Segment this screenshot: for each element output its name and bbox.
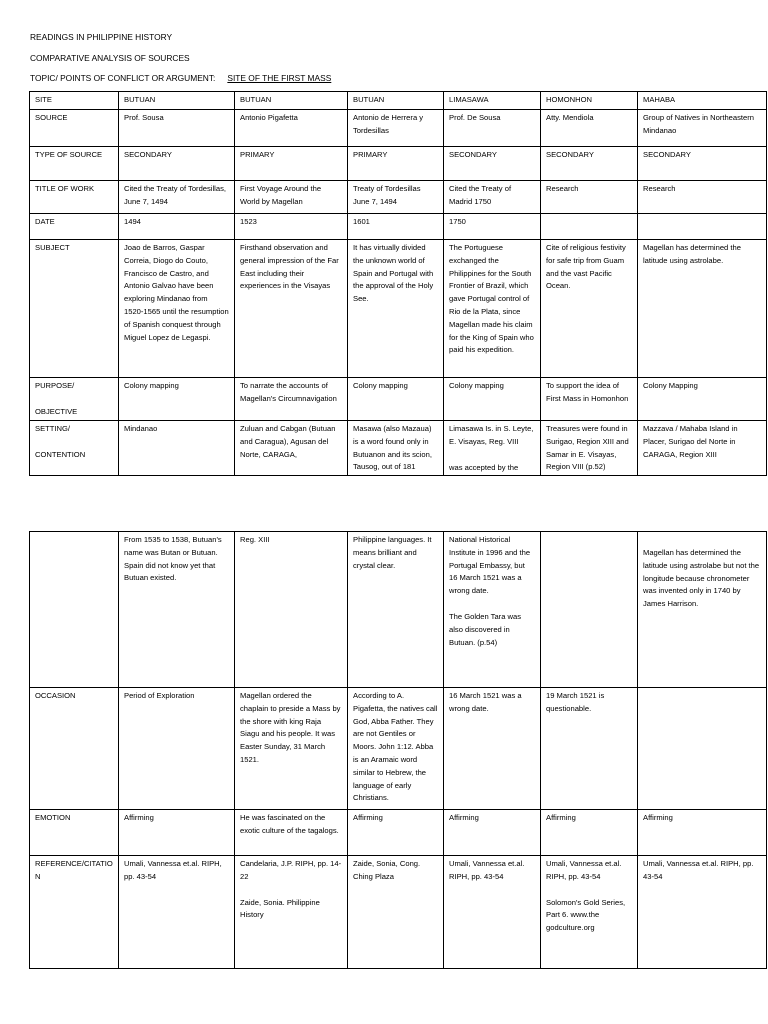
cell-text: 1523 [240,217,257,226]
cell-text: SETTING/ [35,424,71,433]
cell-text: According to A. Pigafetta, the natives call God, Abba Father. They are not Gentiles or Moors. John 1:12. Abba is an Aramaic word similar to Hebrew, the language of early Christians. [353,691,438,803]
table-cell [638,147,767,181]
cell-text: Limasawa Is. in S. Leyte, E. Visayas, Reg. VIII [449,424,534,446]
table-cell [444,688,541,810]
table-cell [541,181,638,214]
row-label-cell [30,532,119,688]
table-cell [119,240,235,378]
cell-text: SECONDARY [449,150,497,159]
table-cell [235,810,348,856]
cell-text: Atty. Mendiola [546,113,594,122]
cell-text: SECONDARY [124,150,172,159]
table-cell [541,92,638,110]
cell-text: CONTENTION [35,449,86,459]
cell-text: Solomon's Gold Series, Part 6. www.the godculture.org [546,897,626,933]
row-label-cell [30,810,119,856]
table-cell [638,214,767,240]
table-cell [235,92,348,110]
cell-text: Colony Mapping [643,381,698,390]
cell-text: Umali, Vannessa et.al. RIPH, pp. 43-54 [546,859,622,881]
cell-text: Philippine languages. It means brilliant and crystal clear. [353,535,432,570]
cell-text: He was fascinated on the exotic culture of the tagalogs. [240,813,339,835]
table-cell [638,181,767,214]
cell-text: DATE [35,217,55,226]
table-cell [235,214,348,240]
table-cell [119,688,235,810]
cell-text: Masawa (also Mazaua) is a word found only in Butuanon and its scion, Tausog, out of 181 [353,424,432,472]
table-cell [348,214,444,240]
cell-text: SITE [35,95,52,104]
table-cell [348,856,444,969]
cell-text: The Portuguese exchanged the Philippines for the South Frontier of Brazil, which gave Portugal control of Rio de la Plata, since Magellan made his claim for the King of Spain who paid his expedition. [449,243,534,355]
comparison-table-1 [29,91,767,476]
table-row [30,856,767,969]
table-cell [119,856,235,969]
table-row [30,214,767,240]
cell-text: TITLE OF WORK [35,184,95,193]
cell-text: Firsthand observation and general impression of the Far East including their experiences in the Visayas [240,243,339,291]
table-row [30,421,767,476]
table-cell [235,110,348,147]
table-cell [119,214,235,240]
topic-value: SITE OF THE FIRST MASS [227,73,332,83]
table-cell [541,421,638,476]
table-cell [444,147,541,181]
table-cell [541,378,638,421]
table-cell [348,532,444,688]
cell-text: Period of Exploration [124,691,195,700]
cell-text: SOURCE [35,113,68,122]
table-cell [541,856,638,969]
cell-text: It has virtually divided the unknown world of Spain and Portugal with the approval of the Holy See. [353,243,434,304]
cell-text: Antonio de Herrera y Tordesillas [353,113,424,135]
cell-text: Candelaria, J.P. RIPH, pp. 14-22 [240,859,342,881]
table-cell [638,110,767,147]
cell-text: Magellan has determined the latitude using astrolabe. [643,243,741,265]
row-label-cell [30,378,119,421]
cell-text: National Historical Institute in 1996 and the Portugal Embassy, but 16 March 1521 was a wrong date. [449,535,531,596]
cell-text: Prof. Sousa [124,113,164,122]
cell-text: From 1535 to 1538, Butuan's name was Butan or Butuan. Spain did not know yet that Butuan existed. [124,535,222,583]
table-row [30,147,767,181]
table-cell [638,532,767,688]
table-cell [235,240,348,378]
table-cell [235,181,348,214]
table-row [30,240,767,378]
table-cell [235,421,348,476]
cell-text: Colony mapping [124,381,179,390]
table-cell [444,378,541,421]
cell-text: Treasures were found in Surigao, Region XIII and Samar in E. Visayas, Region VIII (p.52) [546,424,629,472]
table-cell [638,688,767,810]
cell-text: Affirming [124,813,154,822]
table-row [30,532,767,688]
cell-text: 1494 [124,217,141,226]
table-cell [119,147,235,181]
table-cell [638,378,767,421]
cell-text: Cited the Treaty of Madrid 1750 [449,184,512,206]
cell-text: Affirming [449,813,479,822]
cell-text: SECONDARY [643,150,691,159]
table-cell [348,110,444,147]
cell-text: 19 March 1521 is questionable. [546,691,605,713]
table-cell [119,421,235,476]
table-cell [348,810,444,856]
cell-text: OCCASION [35,691,76,700]
row-label-cell [30,856,119,969]
row-label-cell [30,92,119,110]
cell-text: Mindanao [124,424,158,433]
table-cell [444,214,541,240]
cell-text: BUTUAN [240,95,272,104]
cell-text: PRIMARY [240,150,275,159]
table-cell [541,110,638,147]
cell-text: EMOTION [35,813,71,822]
topic-label: TOPIC/ POINTS OF CONFLICT OR ARGUMENT: [30,73,216,83]
cell-text: Research [546,184,579,193]
table-cell [235,532,348,688]
cell-text: HOMONHON [546,95,592,104]
cell-text: Cited the Treaty of Tordesillas, June 7, 1494 [124,184,227,206]
cell-text: The Golden Tara was also discovered in Butuan. (p.54) [449,611,522,647]
cell-text: Zaide, Sonia, Cong. Ching Plaza [353,859,421,881]
cell-text: Umali, Vannessa et.al. RIPH, pp. 43-54 [124,859,222,881]
cell-text: To support the idea of First Mass in Homonhon [546,381,629,403]
cell-text: Group of Natives in Northeastern Mindanao [643,113,755,135]
doc-heading-2: COMPARATIVE ANALYSIS OF SOURCES [30,53,190,63]
row-label-cell [30,240,119,378]
cell-text: MAHABA [643,95,676,104]
table-cell [235,856,348,969]
doc-heading-1: READINGS IN PHILIPPINE HISTORY [30,32,173,42]
table-cell [348,421,444,476]
cell-text: 1750 [449,217,466,226]
table-cell [541,214,638,240]
cell-text: Colony mapping [353,381,408,390]
table-cell [348,378,444,421]
cell-text: Magellan has determined the latitude using astrolabe but not the longitude because chronometer was invented only in 1740 by James Harrison. [643,548,760,609]
cell-text: TYPE OF SOURCE [35,150,103,159]
table-cell [119,110,235,147]
cell-text: Umali, Vannessa et.al. RIPH, pp. 43-54 [643,859,754,881]
table-cell [444,92,541,110]
cell-text: To narrate the accounts of Magellan's Circumnavigation [240,381,337,403]
row-label-cell [30,110,119,147]
table-row [30,110,767,147]
cell-text: Zaide, Sonia. Philippine History [240,897,320,920]
table-cell [638,810,767,856]
row-label-cell [30,214,119,240]
table-cell [541,240,638,378]
table-cell [119,92,235,110]
table-cell [638,240,767,378]
cell-text: Joao de Barros, Gaspar Correia, Diogo do Couto, Francisco de Castro, and Antonio Galvao have been exploring Mindanao from 1520-1565 until the resumption of Spanish conquest through Miguel Lopez de Legaspi. [124,243,229,342]
cell-text: 16 March 1521 was a wrong date. [449,691,522,713]
table-cell [119,181,235,214]
table-row [30,688,767,810]
table-row [30,92,767,110]
cell-text: BUTUAN [353,95,385,104]
comparison-table-2 [29,531,767,969]
table-cell [541,810,638,856]
cell-text: BUTUAN [124,95,156,104]
row-label-cell [30,688,119,810]
cell-text: Magellan ordered the chaplain to preside a Mass by the shore with king Raja Siagu and his people. It was Easter Sunday, 31 March 1521. [240,691,341,764]
table-cell [541,147,638,181]
table-cell [638,421,767,476]
cell-text: Umali, Vannessa et.al. RIPH, pp. 43-54 [449,859,525,881]
row-label-cell [30,147,119,181]
table-cell [348,147,444,181]
cell-text: REFERENCE/CITATIO N [35,859,113,881]
table-cell [444,810,541,856]
table-cell [444,532,541,688]
cell-text: PURPOSE/ [35,381,75,390]
table-cell [541,532,638,688]
table-cell [235,688,348,810]
cell-text: OBJECTIVE [35,406,78,416]
cell-text: Antonio Pigafetta [240,113,298,122]
table-cell [119,810,235,856]
cell-text: PRIMARY [353,150,388,159]
cell-text: Reg. XIII [240,535,270,544]
table-cell [444,110,541,147]
table-cell [235,147,348,181]
cell-text: LIMASAWA [449,95,489,104]
table-row [30,378,767,421]
cell-text: Affirming [643,813,673,822]
table-cell [348,688,444,810]
cell-text: Treaty of Tordesillas June 7, 1494 [353,184,421,206]
table-cell [638,856,767,969]
table-cell [119,532,235,688]
table-row [30,810,767,856]
table-cell [348,181,444,214]
cell-text: was accepted by the [449,462,519,472]
cell-text: Affirming [546,813,576,822]
table-cell [444,240,541,378]
table-cell [541,688,638,810]
cell-text: Cite of religious festivity for safe trip from Guam and the vast Pacific Ocean. [546,243,626,291]
cell-text: First Voyage Around the World by Magellan [240,184,322,206]
table-row [30,181,767,214]
table-cell [119,378,235,421]
row-label-cell [30,421,119,476]
table-cell [444,421,541,476]
table-cell [235,378,348,421]
cell-text: Colony mapping [449,381,504,390]
cell-text: Mazzava / Mahaba Island in Placer, Surigao del Norte in CARAGA, Region XIII [643,424,738,459]
cell-text: Research [643,184,676,193]
cell-text: 1601 [353,217,370,226]
table-cell [444,856,541,969]
table-cell [444,181,541,214]
row-label-cell [30,181,119,214]
cell-text: SUBJECT [35,243,70,252]
topic-line [30,73,331,83]
cell-text: Prof. De Sousa [449,113,501,122]
cell-text: Affirming [353,813,383,822]
table-cell [348,92,444,110]
cell-text: Zuluan and Cabgan (Butuan and Caragua), Agusan del Norte, CARAGA, [240,424,336,459]
table-cell [348,240,444,378]
cell-text: SECONDARY [546,150,594,159]
table-cell [638,92,767,110]
